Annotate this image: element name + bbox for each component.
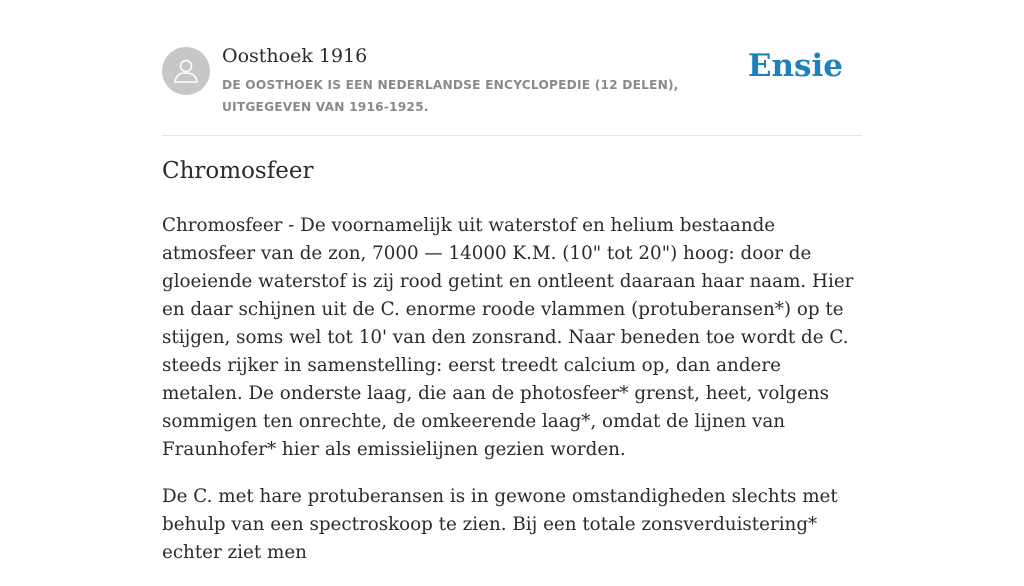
header-divider	[162, 135, 862, 136]
entry-paragraph: De C. met hare protuberansen is in gewone omstandigheden slechts met behulp van een spectroskoop te zien. Bij een totale zonsverduistering* echter ziet men	[162, 486, 838, 563]
source-description: DE OOSTHOEK IS EEN NEDERLANDSE ENCYCLOPEDIE (12 DELEN), UITGEGEVEN VAN 1916-1925.	[222, 78, 679, 114]
brand-logo-link[interactable]: Ensie	[747, 48, 843, 84]
entry-title: Chromosfeer	[162, 158, 314, 184]
entry-paragraph: Chromosfeer - De voornamelijk uit waterstof en helium bestaande atmosfeer van de zon, 7000 — 14000 K.M. (10" tot 20") hoog: door de gloeiende waterstof is zij rood getint en ontleent daaraan haar naam. Hier en daar schijnen uit de C. enorme roode vlammen (protuberansen*) op te stijgen, soms wel tot 10' van den zonsrand. Naar beneden toe wordt de C. steeds rijker in samenstelling: eerst treedt calcium op, dan andere metalen. De onderste laag, die aan de photosfeer* grenst, heet, volgens sommigen ten onrechte, de omkeerende laag*, omdat de lijnen van Fraunhofer* hier als emissielijnen gezien worden.	[162, 215, 854, 460]
entry-body	[162, 212, 862, 586]
source-title[interactable]: Oosthoek 1916	[222, 45, 368, 67]
source-avatar[interactable]	[162, 47, 210, 95]
user-icon	[171, 56, 201, 86]
source-header	[162, 44, 862, 124]
